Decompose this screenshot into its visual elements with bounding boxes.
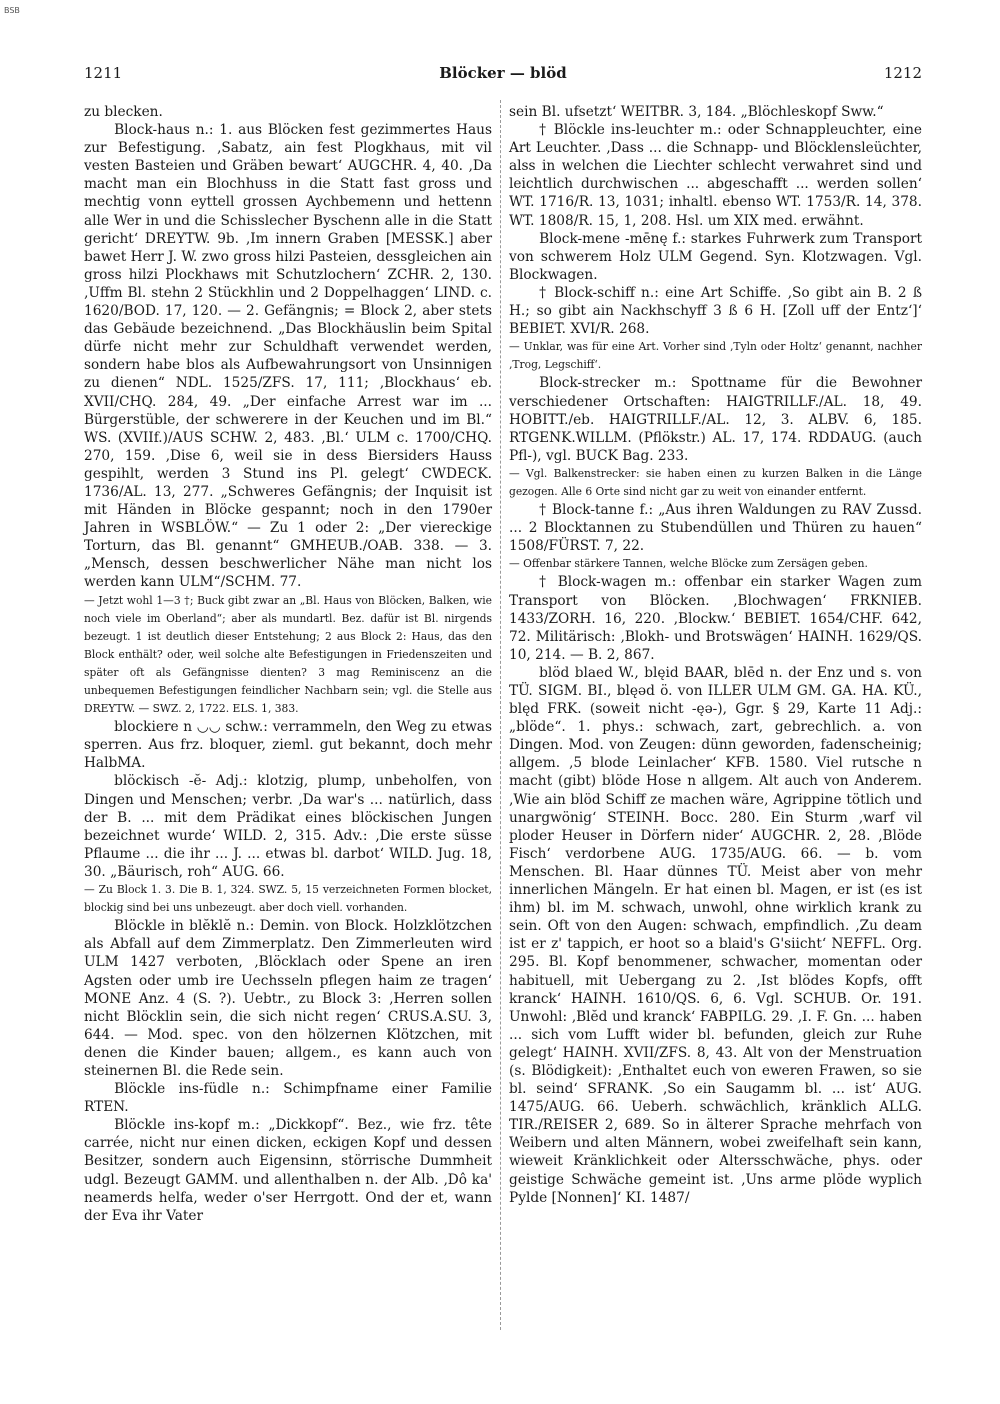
running-title: Blöcker — blöd (439, 64, 567, 82)
right-page-number: 1212 (883, 64, 922, 82)
dictionary-entry: blöd blaed W., blęid BAAR, blēd n. der Enz und s. von TÜ. SIGM. BI., blęəd ö. von ILLER ULM GM. GA. HA. KÜ., blęd FRK. (soweit nicht -ęə-), Ggr. § 29, Karte 11 Adj.: „blöde“. 1. phys.: schwach, zart, gebrechlich. a. von Dingen. Mod. von Zeugen: dünn geworden, fadenscheinig; allgem. ‚5 blode Leinlacher‘ KFB. 1580. Viel rutsche n macht (gibt) blöde Hose n allgem. Alt auch von Anderem. ‚Wie ain blöd Schiff ze machen wäre, Agrippine tötlich und unargwönig‘ STEINH. Bocc. 280. Ein Sturm ‚warf vil ploder Heuser in Dörfern nider‘ AUGCHR. 2, 28. ‚Blöde Fisch‘ verdorbene AUG. 1735/AUG. 66. — b. vom Menschen. Bl. Haar dünnes TÜ. Meist aber von mehr innerlichen Mängeln. Er hat einen bl. Magen, er ist (es ist ihm) bl. im M. schwach, unwohl, ohne wirklich krank zu sein. Oft von den Augen: schwach, empfindlich. ‚Zu deam ist er z' tappich, er hoot so a blaid's G'siicht‘ NEFFL. Org. 295. Bl. Kopf benommener, schwacher, momentan oder habituell, mit Uebergang zu 2. ‚Ist blödes Kopfs, offt kranck‘ HAINH. 1610/QS. 6, 6. Vgl. SCHUB. Or. 191. Unwohl: ‚Blĕd und kranck‘ FABPILG. 29. ‚I. F. Gn. ... haben ... sich vom Lufft wider bl. befunden, gleich zur Ruhe gelegt‘ HAINH. XVII/ZFS. 8, 43. Alt von der Menstruation (s. Blödigkeit): ‚Enthaltet euch von eweren Frawen, so sie bl. seind‘ SFRANK. ‚So ein Saugamm bl. ... ist‘ AUG. 1475/AUG. 66. Ueberh. schwächlich, kränklich ALLG. TIR./REISER 2, 689. So in älterer Sprache mehrfach von Weibern und alten Männern, wobei zweifelhaft sein kann, wieweit Kränklichkeit oder Altersschwäche, phys. oder geistige Schwäche gemeint ist. ‚Uns arme plöde wyplich Pylde [Nonnen]‘ KI. 1487/ (509, 664, 922, 1206)
dictionary-entry: sein Bl. ufsetzt‘ WEITBR. 3, 184. „Blöchleskopf Sww.“ (509, 104, 884, 120)
dictionary-entry: — Unklar, was für eine Art. Vorher sind ‚Tyln oder Holtz‘ genannt, nachher ‚Trog, Legschiff‘. (509, 340, 922, 372)
dictionary-entry: — Jetzt wohl 1—3 †; Buck gibt zwar an „Bl. Haus von Blöcken, Balken, wie noch viele im Oberland“; aber als mundartl. Bez. dafür ist Bl. nirgends bezeugt. 1 ist deutlich dieser Entstehung; 2 aus Block 2: Haus, das den Block enthält? oder, weil solche alte Befestigungen in Friedenszeiten und später oft als Gefängnisse dienten? 3 mag Reminiscenz an die unbequemen Befestigungen feindlicher Nachbarn sein; vgl. die Stelle aus DREYTW. — SWZ. 2, 1722. ELS. 1, 383. (84, 593, 492, 716)
dictionary-entry: Blöckle ins-kopf m.: „Dickkopf“. Bez., wie frz. tête carrée, nicht nur einen dicken, eckigen Kopf und dessen Besitzer, sondern auch Eigensinn, störrische Dummheit udgl. Bezeugt GAMM. und allenthalben n. der Alb. ‚Dô ka' neamerds helfa, weder o'ser Herrgott. Ond der et, wann der Eva ihr Vater (84, 1117, 492, 1224)
right-column (509, 103, 922, 1207)
dictionary-entry: Block-mene -mēnę f.: starkes Fuhrwerk zum Transport von schwerem Holz ULM Gegend. Syn. Klotzwagen. Vgl. Blockwagen. (509, 230, 922, 283)
dictionary-entry: † Blöckle ins-leuchter m.: oder Schnappleuchter, eine Art Leuchter. ‚Dass ... die Schnapp- und Blöcklensleüchter, alss in welchen die Liechter schlecht verwahret sind und leichtlich durchwischen ... abgeschafft ... werden sollen‘ WT. 1716/R. 13, 1031; inhaltl. ebenso WT. 1753/R. 14, 378. WT. 1808/R. 15, 1, 208. Hsl. um XIX med. erwähnt. (509, 122, 922, 229)
dictionary-entry: Blöckle ins-füdle n.: Schimpfname einer Familie RTEN. (84, 1081, 492, 1116)
page-header (84, 64, 922, 88)
dictionary-entry: † Block-wagen m.: offenbar ein starker Wagen zum Transport von Blöcken. ‚Blochwagen‘ FRKNIEB. 1433/ZORH. 16, 220. ‚Blockw.‘ BEBIET. 1654/CHF. 642, 72. Militärisch: ‚Blokh- und Brotswägen‘ HAINH. 1629/QS. 10, 214. — B. 2, 867. (509, 574, 922, 663)
left-page-number: 1211 (84, 64, 123, 82)
dictionary-entry: Block-strecker m.: Spottname für die Bewohner verschiedener Ortschaften: HAIGTRILLF./AL. 18, 49. HOBITT./eb. HAIGTRILLF./AL. 12, 3. ALBV. 6, 185. RTGENK.WILLM. (Pflökstr.) AL. 17, 174. RDDAUG. (auch Pfl-), vgl. BUCK Bag. 233. (509, 375, 922, 464)
dictionary-entry: Blöckle in blĕklĕ n.: Demin. von Block. Holzklötzchen als Abfall auf dem Zimmerplatz. Den Zimmerleuten wird ULM 1427 verboten, ‚Blöcklach oder Spene an iren Agsten oder umb ire Uechsseln pflegen haim ze tragen‘ MONE Anz. 4 (S. ?). Uebtr., zu Block 3: ‚Herren sollen nicht Blöcklin sein, die sich nicht regen‘ CRUS.A.SU. 3, 644. — Mod. spec. von den hölzernen Klötzchen, mit denen die Kinder bauen; allgem., es kann auch von steinernen Bl. die Rede sein. (84, 918, 492, 1079)
dictionary-entry: zu blecken. (84, 104, 163, 120)
left-column (84, 103, 492, 1225)
dictionary-entry: Block-haus n.: 1. aus Blöcken fest gezimmertes Haus zur Befestigung. ‚Sabatz, ain fest Plogkhaus, mit vil vesten Basteien und Gräben bewart‘ AUGCHR. 4, 40. ‚Da macht man ein Blochhuss in die Statt fast gross und mechtig vonn eyttell grossen Aychbemenn und hettenn alle Wer in und die Schisslecher Byschenn alle in die Statt gericht‘ DREYTW. 9b. ‚Im innern Graben [MESSK.] aber bawet Herr J. W. zwo gross hilzi Pasteien, dessgleichen ain gross hilzi Plockhaws mit Schutzlochern‘ ZCHR. 2, 130. ‚Uffm Bl. stehn 2 Stückhlin und 2 Doppelhaggen‘ LIND. c. 1620/BOD. 17, 120. — 2. Gefängnis; = Block 2, aber stets das Gebäude bezeichnend. „Das Blockhäuslin beim Spital dürfe nicht mehr zur Schuldhaft verwendet werden, sondern habe blos als Aufbewahrungsort von Unsinnigen zu dienen“ NDL. 1525/ZFS. 17, 111; ‚Blockhaus‘ eb. XVII/CHQ. 284, 49. „Der einfache Arrest war im ... Bürgerstüble, der schwerere in der Keuchen und im Bl.“ WS. (XVIIf.)/AUS SCHW. 2, 483. ‚Bl.‘ ULM c. 1700/CHQ. 270, 159. ‚Dise 6, weil sie in dess Biersiders Hauss gespihlt, werden 3 Stund ins Pl. gelegt‘ CWDECK. 1736/AL. 13, 277. „Schweres Gefängnis; der Inquisit ist mit Händen in Blöcke gespannt; noch in den 1790er Jahren in WSBLÖW.“ — Zu 1 oder 2: „Der viereckige Torturn, das Bl. genannt“ GMHEUB./OAB. 338. — 3. „Mensch, dessen beschwerlicher Nähe man nicht los werden kann ULM“/SCHM. 77. (84, 122, 492, 591)
dictionary-entry: — Vgl. Balkenstrecker: sie haben einen zu kurzen Balken in die Länge gezogen. Alle 6 Orte sind nicht gar zu weit von einander entfernt. (509, 466, 922, 498)
library-stamp: BSB (4, 6, 20, 15)
dictionary-entry: — Offenbar stärkere Tannen, welche Blöcke zum Zersägen geben. (509, 557, 868, 571)
dictionary-entry: † Block-tanne f.: „Aus ihren Waldungen zu RAV Zussd. ... 2 Blocktannen zu Stubendüllen und Thüren zu hauen“ 1508/FÜRST. 7, 22. (509, 502, 922, 555)
dictionary-entry: blockiere n ◡◡ schw.: verrammeln, den Weg zu etwas sperren. Aus frz. bloquer, zieml. gut bekannt, doch mehr HalbMA. (84, 719, 492, 772)
column-divider (500, 100, 501, 1330)
dictionary-entry: blöckisch -ĕ- Adj.: klotzig, plump, unbeholfen, von Dingen und Menschen; verbr. ‚Da war's ... natürlich, dass der B. ... mit dem Prädikat eines blöckischen Jungen bezeichnet wurde‘ WILD. 2, 315. Adv.: ‚Die erste süsse Pflaume ... die ihr ... J. ... etwas bl. darbot‘ WILD. Jug. 18, 30. „Bäurisch, roh“ AUG. 66. (84, 773, 492, 880)
dictionary-entry: † Block-schiff n.: eine Art Schiffe. ‚So gibt ain B. 2 ß H.; so gibt ain Nackhschyff 3 ß 6 H. [Zoll uff der Entz‘]‘ BEBIET. XVI/R. 268. (509, 284, 922, 338)
dictionary-entry: — Zu Block 1. 3. Die B. 1, 324. SWZ. 5, 15 verzeichneten Formen blocket, blockig sind bei uns unbezeugt. aber doch viell. vorhanden. (84, 883, 492, 915)
